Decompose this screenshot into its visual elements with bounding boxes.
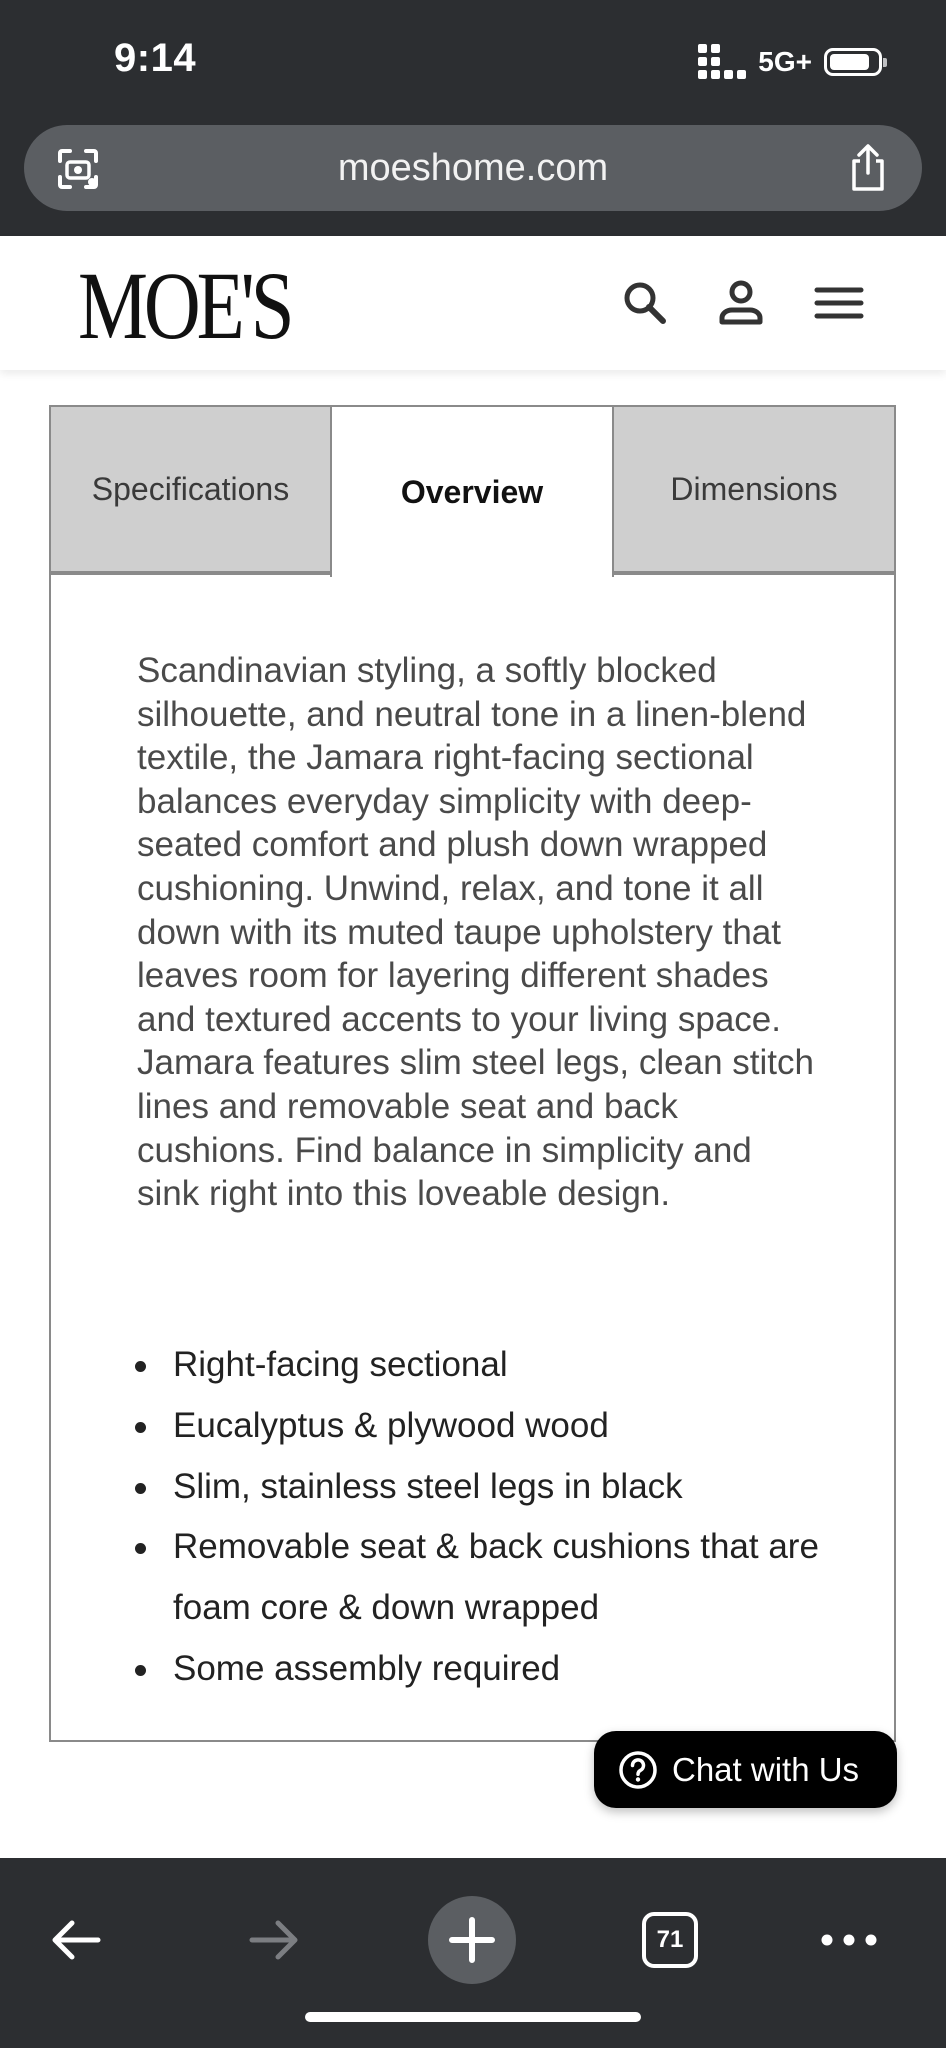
overview-description: Scandinavian styling, a softly blocked silhouette, and neutral tone in a linen-blend textile, the Jamara right-facing sectional balances everyday simplicity with deep-seated comfort and plush down wrapped cushioning. Unwind, relax, and tone it all down with its muted taupe upholstery that leaves room for layering different shades and textured accents to your living space. Jamara features slim steel legs, clean stitch lines and removable seat and back cushions. Find balance in simplicity and sink right into this loveable design. [137, 651, 814, 1214]
tab-overview[interactable]: Overview [330, 405, 614, 577]
network-type: 5G+ [758, 45, 812, 77]
address-bar[interactable] [24, 125, 922, 211]
product-tabs [49, 405, 896, 575]
list-item: Right-facing sectional [173, 1335, 833, 1396]
help-circle-icon [618, 1750, 658, 1790]
tab-specifications[interactable]: Specifications [49, 405, 332, 573]
chat-button[interactable] [594, 1731, 897, 1808]
feature-list [173, 1335, 833, 1700]
overview-panel [49, 573, 896, 1742]
brand-logo[interactable]: MOE'S [78, 252, 291, 359]
account-icon[interactable] [714, 276, 768, 330]
forward-arrow-icon[interactable] [244, 1910, 304, 1970]
chat-label: Chat with Us [672, 1750, 860, 1788]
list-item: Some assembly required [173, 1639, 833, 1700]
back-arrow-icon[interactable] [46, 1910, 106, 1970]
tab-dimensions[interactable]: Dimensions [612, 405, 896, 573]
browser-chrome [0, 0, 946, 236]
site-header [0, 236, 946, 370]
status-time: 9:14 [114, 36, 197, 80]
new-tab-plus-icon [428, 1896, 516, 1984]
new-tab-button[interactable] [428, 1896, 516, 1984]
battery-level [830, 54, 869, 70]
list-item: Eucalyptus & plywood wood [173, 1396, 833, 1457]
share-icon[interactable] [844, 143, 892, 193]
list-item: Removable seat & back cushions that are foam core & down wrapped [173, 1517, 833, 1639]
list-item: Slim, stainless steel legs in black [173, 1457, 833, 1518]
search-icon[interactable] [618, 276, 672, 330]
status-indicators [698, 44, 882, 79]
more-icon[interactable] [818, 1910, 880, 1970]
signal-bars-icon [698, 44, 746, 79]
battery-icon [824, 48, 882, 76]
tabs-icon[interactable]: 71 [642, 1912, 698, 1968]
menu-icon[interactable] [812, 276, 866, 330]
url-text[interactable]: moeshome.com [337, 147, 609, 189]
home-indicator[interactable] [305, 2012, 641, 2022]
